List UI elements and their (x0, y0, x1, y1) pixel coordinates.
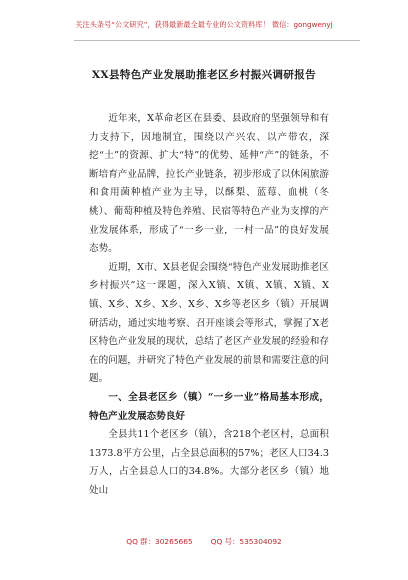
footer-qq-number: QQ 号：535304092 (210, 537, 282, 546)
section-heading-1: 一、全县老区乡（镇）“一乡一业”格局基本形成，特色产业发展态势良好 (89, 391, 329, 422)
footer-qq-group: QQ 群：30265665 (126, 537, 193, 546)
paragraph-research: 近期，X市、X县老促会围绕“特色产业发展助推老区乡村振兴”这一课题，深入X镇、X镇、X镇、X镇、X镇、X乡、X乡、X乡、X乡、X乡等老区乡（镇）开展调研活动，通过实地考察、召开座谈会等形式，掌握了X老区特色产业发展的现状，总结了老区产业发展的经验和存在的问题，并研究了特色产业发展的前景和需要注意的问题。 (89, 261, 329, 385)
header-divider (74, 40, 360, 41)
footer-contact (0, 536, 408, 547)
paragraph-overview: 全县共11个老区乡（镇），含218个老区村，总面积1373.8平方公里，占全县总面积的57%；老区人口34.3万人，占全县总人口的34.8%。大部分老区乡（镇）地处山 (89, 429, 329, 496)
header-banner: 关注头条号“公文研究”，获得最新最全最专业的公文资料库！ 微信：gongwenyj (75, 20, 333, 29)
paragraph-intro: 近年来，X革命老区在县委、县政府的坚强领导和有力支持下，因地制宜，围绕以产兴农、以产带农，深挖“土”的资源、扩大“特”的优势、延伸“产”的链条，不断培育产业品牌，拉长产业链条，初步形成了以休闲旅游和食用菌种植产业为主导，以酥梨、蓝莓、血桃（冬桃）、葡萄种植及特色养殖、民宿等特色产业为支撑的产业发展体系，形成了“一乡一业，一村一品”的良好发展态势。 (89, 113, 329, 255)
document-title: XX县特色产业发展助推老区乡村振兴调研报告 (91, 69, 317, 81)
document-body (89, 110, 329, 500)
